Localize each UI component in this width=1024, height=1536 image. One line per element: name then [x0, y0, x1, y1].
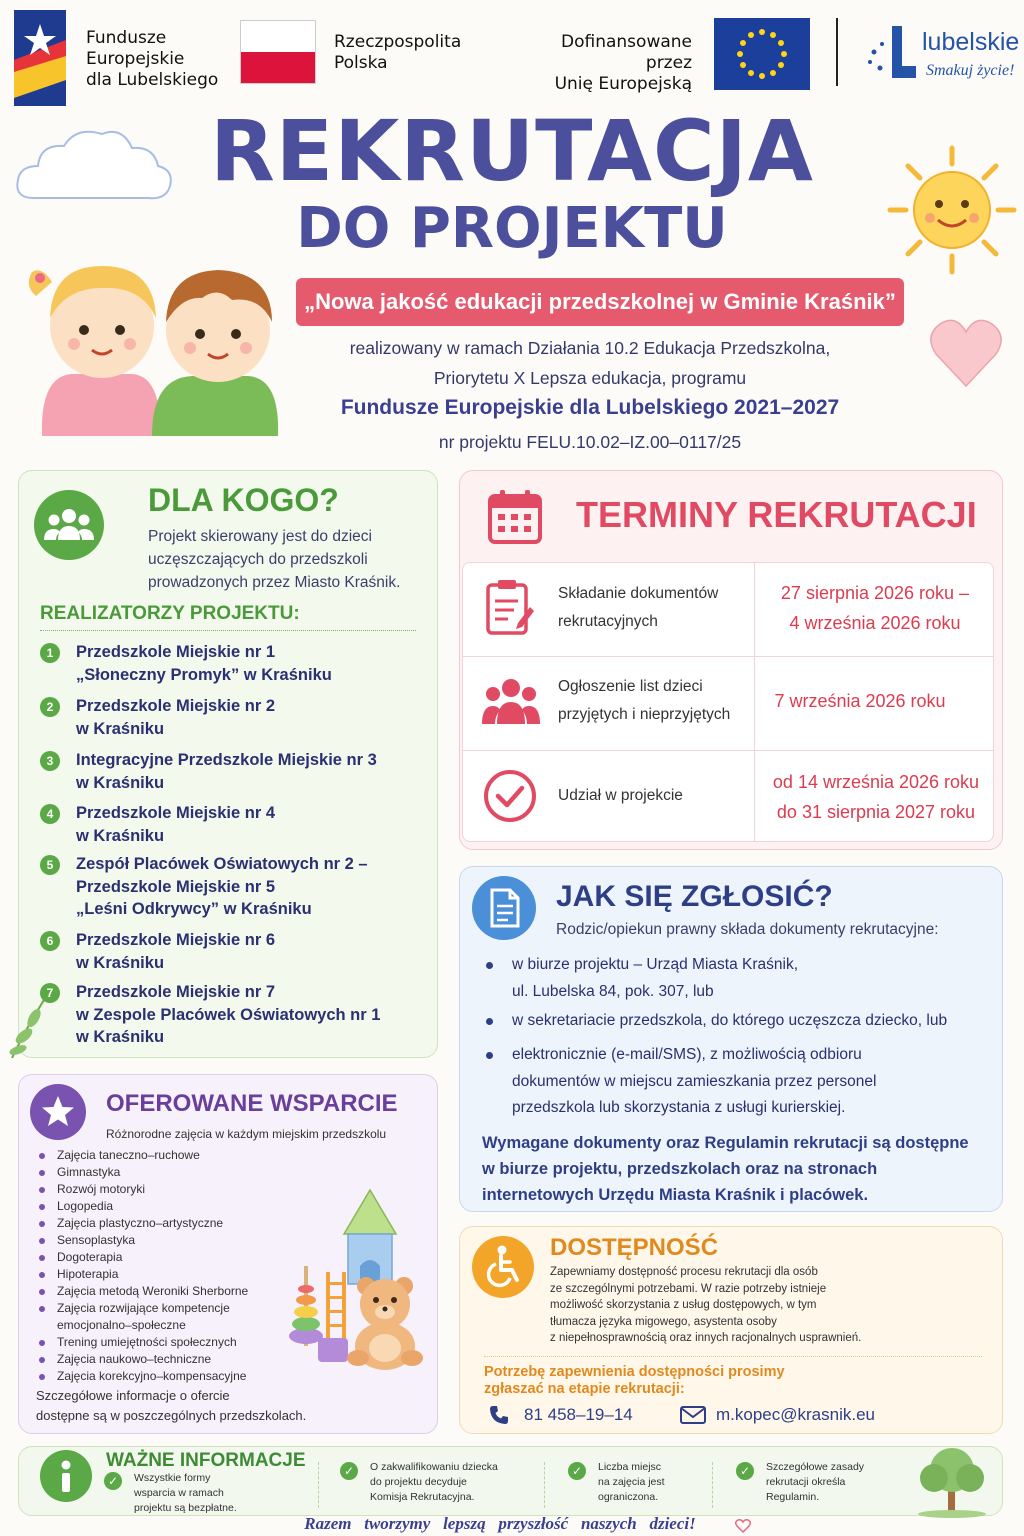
bullet-text: w biurze projektu – Urząd Miasta Kraśnik, ul. Lubelska 84, pok. 307, lub: [512, 956, 799, 1000]
toys-illustration: [286, 1186, 434, 1376]
list-item: Zajęcia rozwijające kompetencje emocjonalno–społeczne: [37, 1300, 287, 1334]
eu-text: Dofinansowane przez Unię Europejską: [554, 32, 692, 94]
info-separator: [318, 1462, 319, 1508]
header-divider: [836, 18, 838, 86]
wsparcie-heading: OFEROWANE WSPARCIE: [106, 1090, 398, 1117]
list-item: Zajęcia taneczno–ruchowe: [37, 1147, 287, 1164]
check-icon: ✓: [340, 1462, 358, 1480]
termin-label: Udział w projekcie: [558, 787, 683, 804]
calendar-icon: [486, 488, 544, 550]
list-item: [486, 1042, 986, 1122]
phone-number[interactable]: 81 458–19–14: [524, 1405, 633, 1424]
wsparcie-footer: Szczegółowe informacje o ofercie dostępne są w poszczególnych przedszkolach.: [36, 1388, 307, 1423]
dostepnosc-heading: DOSTĘPNOŚĆ: [550, 1234, 719, 1261]
list-item-text: Zespół Placówek Oświatowych nr 2 – Przedszkole Miejskie nr 5 „Leśni Odkrywcy” w Kraśniku: [76, 855, 368, 918]
jak-intro: Rodzic/opiekun prawny składa dokumenty rekrutacyjne:: [556, 921, 939, 938]
info-item: O zakwalifikowaniu dziecka do projektu decyduje Komisja Rekrutacyjna.: [370, 1461, 498, 1503]
info-separator: [712, 1462, 713, 1508]
check-icon: ✓: [104, 1472, 122, 1490]
lubelskie-slogan: Smakuj życie!: [926, 62, 1015, 79]
title-do-projektu: DO PROJEKTU: [296, 196, 728, 261]
list-number: 4: [40, 804, 60, 824]
bullet-icon: [486, 1052, 493, 1059]
document-icon: [472, 876, 536, 940]
list-item: Trening umiejętności społecznych: [37, 1334, 287, 1351]
footer-slogan: Razem tworzymy lepszą przyszłość naszych dzieci!: [304, 1514, 696, 1533]
project-number: nr projektu FELU.10.02–IZ.00–0117/25: [438, 432, 742, 452]
termin-date: 7 września 2026 roku: [774, 691, 946, 711]
check-circle-icon: [482, 768, 538, 828]
bullet-text: w sekretariacie przedszkola, do którego uczęszcza dziecko, lub: [512, 1012, 948, 1029]
list-number: 1: [40, 643, 60, 663]
wsparcie-list: [37, 1147, 287, 1385]
info-item: Szczegółowe zasady rekrutacji określa Regulamin.: [766, 1461, 865, 1503]
list-item: Hipoterapia: [37, 1266, 287, 1283]
info-icon: [40, 1450, 92, 1502]
table-col-divider: [754, 563, 755, 841]
list-item: Sensoplastyka: [37, 1232, 287, 1249]
program-name: Fundusze Europejskie dla Lubelskiego 2021–2027: [340, 396, 840, 419]
dla-kogo-text: Projekt skierowany jest do dzieci uczęszczających do przedszkoli prowadzonych przez Miasto Kraśnik.: [148, 528, 401, 591]
list-item: Logopedia: [37, 1198, 287, 1215]
realizatorzy-divider: [40, 630, 416, 631]
fe-logo: [14, 10, 68, 106]
list-item: Zajęcia plastyczno–artystyczne: [37, 1215, 287, 1232]
list-item: Zajęcia naukowo–techniczne: [37, 1351, 287, 1368]
list-item: Gimnastyka: [37, 1164, 287, 1181]
tree-decoration: [906, 1442, 996, 1522]
list-item-text: Przedszkole Miejskie nr 1 „Słoneczny Promyk” w Kraśniku: [76, 643, 332, 684]
project-name-ribbon: „Nowa jakość edukacji przedszkolnej w Gminie Kraśnik”: [296, 278, 904, 326]
list-number: 6: [40, 931, 60, 951]
dla-kogo-heading: DLA KOGO?: [148, 482, 339, 518]
group-icon: [34, 490, 104, 560]
people-icon: [482, 676, 540, 730]
wheelchair-icon: [472, 1236, 534, 1298]
subtitle-line-1: realizowany w ramach Działania 10.2 Edukacja Przedszkolna,: [349, 338, 831, 358]
subtitle-line-2: Priorytetu X Lepsza edukacja, programu: [433, 368, 747, 388]
lubelskie-logo: [862, 18, 1022, 90]
realizatorzy-heading: REALIZATORZY PROJEKTU:: [40, 603, 300, 624]
termin-label: Składanie dokumentów rekrutacyjnych: [558, 585, 719, 630]
list-item: Rozwój motoryki: [37, 1181, 287, 1198]
termin-date: 27 sierpnia 2026 roku – 4 września 2026 roku: [780, 583, 970, 633]
bullet-icon: [486, 1018, 493, 1025]
list-item: Dogoterapia: [37, 1249, 287, 1266]
list-item: [486, 952, 986, 1006]
heart-decoration: [928, 312, 1004, 396]
email-icon: [680, 1406, 706, 1428]
phone-icon: [488, 1404, 510, 1430]
dostepnosc-divider: [484, 1356, 982, 1357]
list-item-text: Integracyjne Przedszkole Miejskie nr 3 w Kraśniku: [76, 751, 377, 792]
list-number: 5: [40, 855, 60, 875]
list-number: 7: [40, 983, 60, 1003]
check-icon: ✓: [568, 1462, 586, 1480]
bullet-icon: [486, 962, 493, 969]
jak-footer: Wymagane dokumenty oraz Regulamin rekrutacji są dostępne w biurze projektu, przedszkolach oraz na stronach internetowych Urzędu Miasta Kraśnik i placówek.: [482, 1134, 969, 1204]
eu-flag: [714, 18, 810, 90]
rp-text: Rzeczpospolita Polska: [334, 32, 462, 73]
info-separator: [544, 1462, 545, 1508]
title-rekrutacja: REKRUTACJA: [210, 102, 814, 200]
check-icon: ✓: [736, 1462, 754, 1480]
list-number: 3: [40, 751, 60, 771]
dostepnosc-text: Zapewniamy dostępność procesu rekrutacji dla osób ze szczególnymi potrzebami. W razie potrzeby istnieje możliwość skorzystania z usług dostępowych, w tym tłumacza języka migowego, asystenta osoby z niepełnosprawnością oraz innych racjonalnych usprawnień.: [550, 1266, 862, 1344]
fe-logo-text: Fundusze Europejskie dla Lubelskiego: [86, 28, 219, 90]
info-item: Liczba miejsc na zajęcia jest ograniczona.: [598, 1461, 665, 1503]
poland-flag: [240, 20, 316, 84]
dostepnosc-request: Potrzebę zapewnienia dostępności prosimy zgłaszać na etapie rekrutacji:: [484, 1364, 785, 1397]
list-item: Zajęcia korekcyjno–kompensacyjne: [37, 1368, 287, 1385]
heart-icon: [735, 1518, 751, 1536]
wazne-heading: WAŻNE INFORMACJE: [106, 1450, 306, 1471]
wsparcie-intro: Różnorodne zajęcia w każdym miejskim przedszkolu: [106, 1127, 387, 1141]
list-number: 2: [40, 697, 60, 717]
jak-heading: JAK SIĘ ZGŁOSIĆ?: [556, 880, 833, 913]
list-item-text: Przedszkole Miejskie nr 7 w Zespole Placówek Oświatowych nr 1 w Kraśniku: [76, 983, 381, 1046]
list-item: Zajęcia metodą Weroniki Sherborne: [37, 1283, 287, 1300]
clipboard-icon: [484, 577, 534, 641]
table-row-divider: [463, 750, 993, 751]
info-item: Wszystkie formy wsparcia w ramach projektu są bezpłatne.: [134, 1472, 237, 1514]
list-item-text: Przedszkole Miejskie nr 6 w Kraśniku: [76, 931, 276, 972]
bullet-text: elektronicznie (e-mail/SMS), z możliwością odbioru dokumentów w miejscu zamieszkania przez personel przedszkola lub skorzystania z usługi kurierskiej.: [512, 1046, 877, 1116]
star-icon: [30, 1084, 86, 1140]
terminy-heading: TERMINY REKRUTACJI: [576, 494, 977, 535]
termin-label: Ogłoszenie list dzieci przyjętych i nieprzyjętych: [558, 678, 731, 723]
email-address[interactable]: m.kopec@krasnik.eu: [716, 1405, 875, 1424]
lubelskie-name: lubelskie: [922, 28, 1020, 56]
list-item-text: Przedszkole Miejskie nr 4 w Kraśniku: [76, 804, 276, 845]
leaf-decoration: [4, 992, 54, 1066]
termin-date: od 14 września 2026 roku do 31 sierpnia 2027 roku: [772, 772, 980, 822]
list-item-text: Przedszkole Miejskie nr 2 w Kraśniku: [76, 697, 276, 738]
list-item: [486, 1008, 986, 1036]
table-row-divider: [463, 656, 993, 657]
